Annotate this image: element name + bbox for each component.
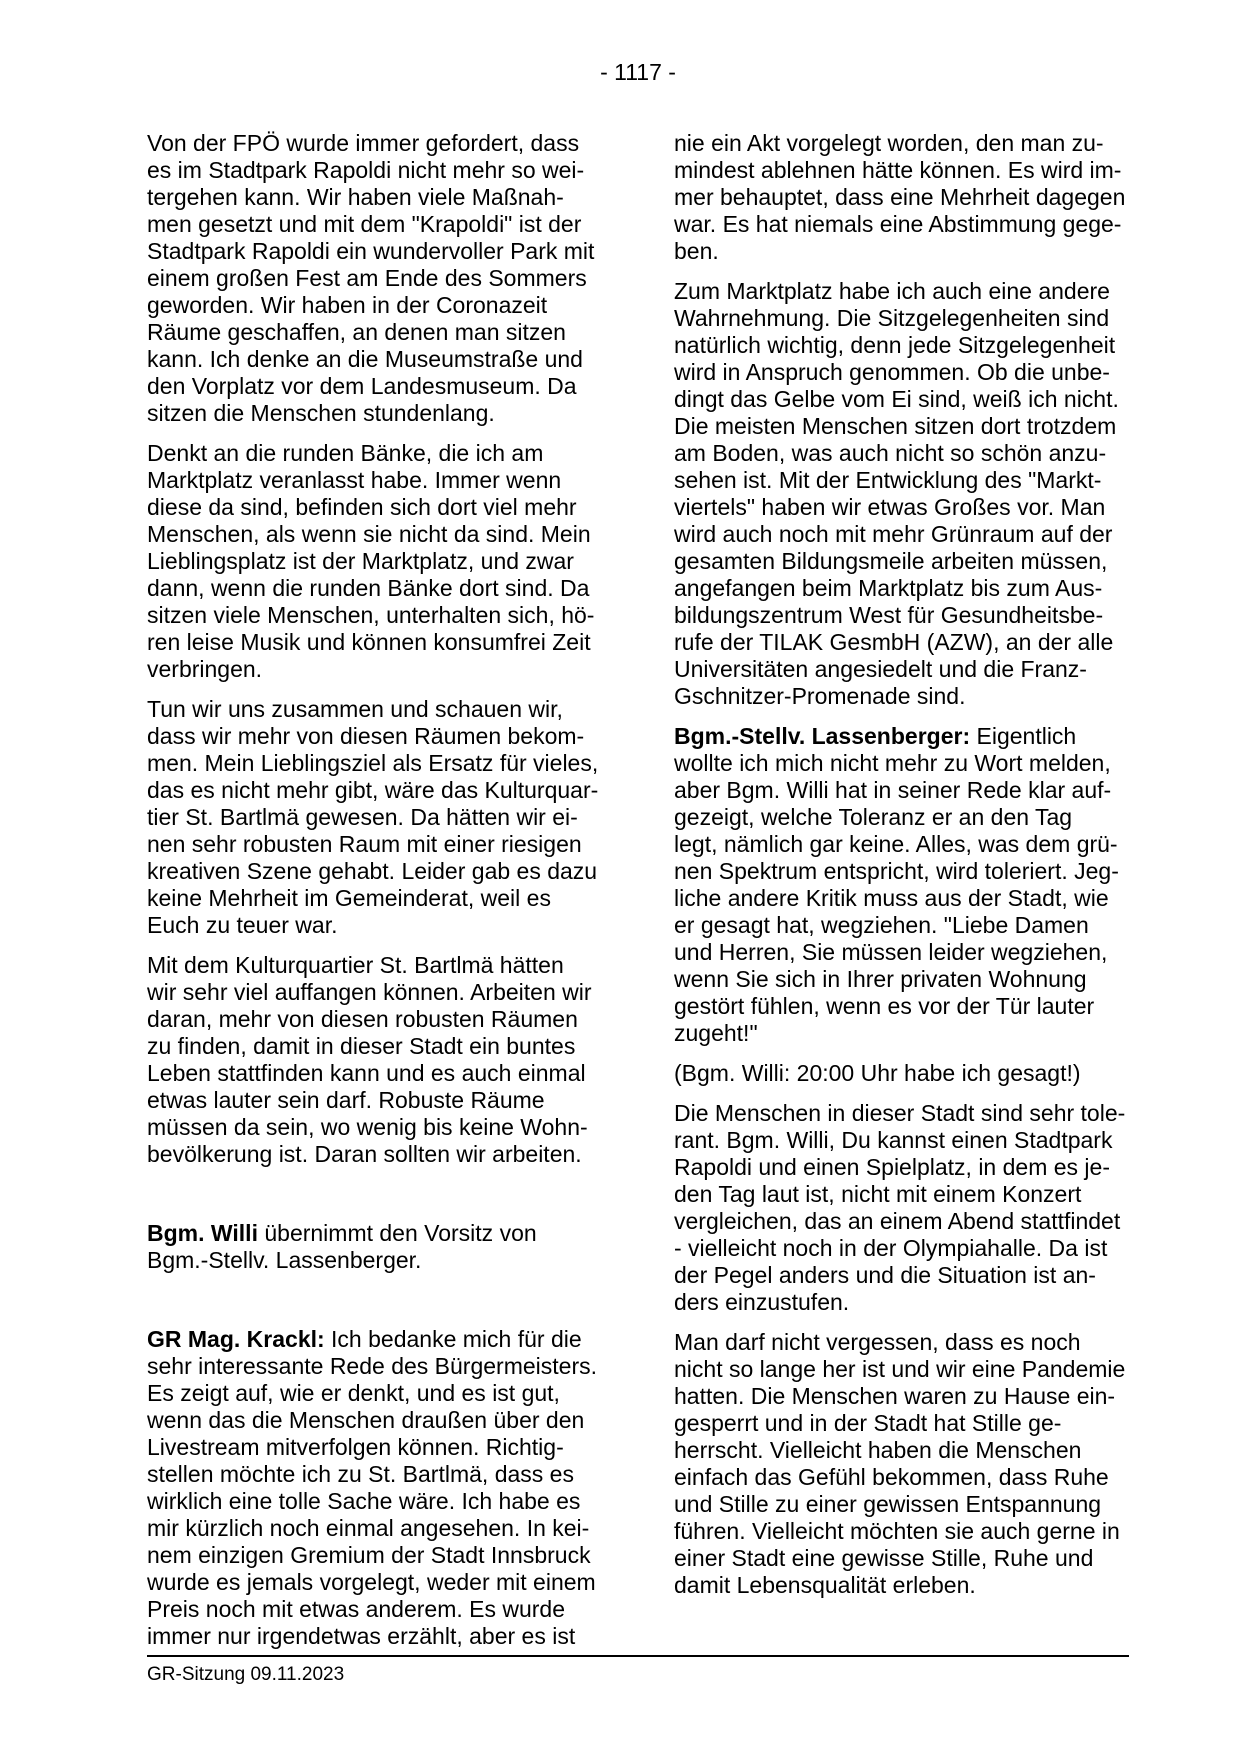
paragraph [674,1100,1132,1316]
text-line: vergleichen, das an einem Abend stattfindet [674,1208,1121,1234]
text-line: wurde es jemals vorgelegt, weder mit einem [147,1569,596,1595]
text-line: gesamten Bildungsmeile arbeiten müssen, [674,548,1108,574]
text-line: es im Stadtpark Rapoldi nicht mehr so wei- [147,157,585,183]
text-line: Rapoldi und einen Spielplatz, in dem es je- [674,1154,1110,1180]
text-line: wirklich eine tolle Sache wäre. Ich habe es [147,1488,581,1514]
speaker-name: Bgm.-Stellv. Lassenberger: [674,723,971,749]
text-line: wenn das die Menschen draußen über den [147,1407,585,1433]
text-line: ders einzustufen. [674,1289,850,1315]
text-line: gestört fühlen, wenn es vor der Tür lauter [674,993,1095,1019]
text-line: stellen möchte ich zu St. Bartlmä, dass es [147,1461,574,1487]
text-line: nen Spektrum entspricht, wird toleriert. Jeg- [674,858,1119,884]
text-line: legt, nämlich gar keine. Alles, was dem grü- [674,831,1118,857]
text-line: mer behauptet, dass eine Mehrheit dagegen [674,184,1126,210]
text-line: wenn Sie sich in Ihrer privaten Wohnung [674,966,1087,992]
text-line: damit Lebensqualität erleben. [674,1572,976,1598]
text-line: GR Mag. Krackl: Ich bedanke mich für die [147,1326,582,1352]
text-line: - vielleicht noch in der Olympiahalle. Da ist [674,1235,1108,1261]
text-line: zugeht!" [674,1020,758,1046]
speech-paragraph [147,1220,599,1274]
speaker-name: GR Mag. Krackl: [147,1326,325,1352]
text-line: aber Bgm. Willi hat in seiner Rede klar auf- [674,777,1112,803]
text-line: Stadtpark Rapoldi ein wundervoller Park mit [147,238,595,264]
text-line: immer nur irgendetwas erzählt, aber es ist [147,1623,576,1649]
text-line: kreativen Szene gehabt. Leider gab es dazu [147,858,598,884]
text-line: tergehen kann. Wir haben viele Maßnah- [147,184,564,210]
paragraph [674,278,1132,710]
text-line: dass wir mehr von diesen Räumen bekom- [147,723,585,749]
text-line: Tun wir uns zusammen und schauen wir, [147,696,563,722]
text-line: rufe der TILAK GesmbH (AZW), an der alle [674,629,1114,655]
page-number: - 1117 - [600,59,676,85]
text-line: nem einzigen Gremium der Stadt Innsbruck [147,1542,591,1568]
text-column-right [674,130,1132,1599]
text-line: wird in Anspruch genommen. Ob die unbe- [674,359,1110,385]
text-line: sitzen viele Menschen, unterhalten sich, hö- [147,602,595,628]
paragraph [674,1060,1132,1087]
text-line: und Herren, Sie müssen leider wegziehen, [674,939,1108,965]
text-line: kann. Ich denke an die Museumstraße und [147,346,583,372]
text-line: Von der FPÖ wurde immer gefordert, dass [147,130,580,156]
text-line: Universitäten angesiedelt und die Franz- [674,656,1087,682]
text-line: Menschen, als wenn sie nicht da sind. Mein [147,521,591,547]
text-line: (Bgm. Willi: 20:00 Uhr habe ich gesagt!) [674,1060,1081,1086]
text-line: verbringen. [147,656,263,682]
text-line: Bgm.-Stellv. Lassenberger. [147,1247,422,1273]
speech-paragraph [147,1326,599,1650]
text-line: wir sehr viel auffangen können. Arbeiten wir [147,979,592,1005]
text-line: bevölkerung ist. Daran sollten wir arbeiten. [147,1141,582,1167]
speaker-name: Bgm. Willi [147,1220,258,1246]
text-line: sitzen die Menschen stundenlang. [147,400,495,426]
text-line: Livestream mitverfolgen können. Richtig- [147,1434,564,1460]
text-line: den Tag laut ist, nicht mit einem Konzert [674,1181,1082,1207]
speech-paragraph [674,723,1132,1047]
footer-divider [147,1655,1129,1657]
paragraph [674,130,1132,265]
text-line: Die Menschen in dieser Stadt sind sehr tole- [674,1100,1126,1126]
text-column-left [147,130,599,1650]
text-line: am Boden, was auch nicht so schön anzu- [674,440,1107,466]
text-line: zu finden, damit in dieser Stadt ein buntes [147,1033,576,1059]
text-line: führen. Vielleicht möchten sie auch gerne in [674,1518,1120,1544]
paragraph [147,696,599,939]
text-line: Denkt an die runden Bänke, die ich am [147,440,544,466]
text-line: nicht so lange her ist und wir eine Pandemie [674,1356,1126,1382]
text-line: Bgm. Willi übernimmt den Vorsitz von [147,1220,537,1246]
text-line: einem großen Fest am Ende des Sommers [147,265,587,291]
text-line: Marktplatz veranlasst habe. Immer wenn [147,467,562,493]
text-line: dingt das Gelbe vom Ei sind, weiß ich nicht. [674,386,1119,412]
text-line: Wahrnehmung. Die Sitzgelegenheiten sind [674,305,1110,331]
text-line: ren leise Musik und können konsumfrei Zeit [147,629,591,655]
text-line: daran, mehr von diesen robusten Räumen [147,1006,578,1032]
text-line: Preis noch mit etwas anderem. Es wurde [147,1596,566,1622]
text-line: Mit dem Kulturquartier St. Bartlmä hätten [147,952,564,978]
text-line: sehr interessante Rede des Bürgermeisters. [147,1353,597,1379]
text-line: Bgm.-Stellv. Lassenberger: Eigentlich [674,723,1077,749]
text-line: einfach das Gefühl bekommen, dass Ruhe [674,1464,1109,1490]
text-line: und Stille zu einer gewissen Entspannung [674,1491,1102,1517]
text-line: ben. [674,238,719,264]
text-line: mir kürzlich noch einmal angesehen. In kei- [147,1515,590,1541]
text-line: er gesagt hat, wegziehen. "Liebe Damen [674,912,1089,938]
text-line: tier St. Bartlmä gewesen. Da hätten wir ei- [147,804,578,830]
text-line: Leben stattfinden kann und es auch einmal [147,1060,586,1086]
text-line: gezeigt, welche Toleranz er an den Tag [674,804,1073,830]
text-line: gesperrt und in der Stadt hat Stille ge- [674,1410,1062,1436]
text-line: Man darf nicht vergessen, dass es noch [674,1329,1081,1355]
text-line: mindest ablehnen hätte können. Es wird im- [674,157,1122,183]
text-line: Räume geschaffen, an denen man sitzen [147,319,566,345]
text-line: diese da sind, befinden sich dort viel mehr [147,494,577,520]
text-line: dann, wenn die runden Bänke dort sind. Da [147,575,590,601]
text-line: bildungszentrum West für Gesundheitsbe- [674,602,1104,628]
text-line: das es nicht mehr gibt, wäre das Kulturquar- [147,777,599,803]
text-line: einer Stadt eine gewisse Stille, Ruhe und [674,1545,1094,1571]
text-line: nen sehr robusten Raum mit einer riesigen [147,831,582,857]
text-line: men. Mein Lieblingsziel als Ersatz für vieles, [147,750,599,776]
text-line: rant. Bgm. Willi, Du kannst einen Stadtpark [674,1127,1113,1153]
text-line: wird auch noch mit mehr Grünraum auf der [674,521,1113,547]
footer-session-label: GR-Sitzung 09.11.2023 [147,1664,345,1685]
text-line: liche andere Kritik muss aus der Stadt, wie [674,885,1109,911]
text-line: nie ein Akt vorgelegt worden, den man zu- [674,130,1104,156]
text-line: Zum Marktplatz habe ich auch eine andere [674,278,1110,304]
text-line: herrscht. Vielleicht haben die Menschen [674,1437,1082,1463]
text-line: viertels" haben wir etwas Großes vor. Man [674,494,1106,520]
text-line: der Pegel anders und die Situation ist an- [674,1262,1096,1288]
text-line: Gschnitzer-Promenade sind. [674,683,966,709]
paragraph [147,130,599,427]
paragraph [147,440,599,683]
text-line: hatten. Die Menschen waren zu Hause ein- [674,1383,1116,1409]
text-line: war. Es hat niemals eine Abstimmung gege- [674,211,1122,237]
text-line: müssen da sein, wo wenig bis keine Wohn- [147,1114,588,1140]
text-line: etwas lauter sein darf. Robuste Räume [147,1087,545,1113]
text-line: Die meisten Menschen sitzen dort trotzdem [674,413,1117,439]
text-line: sehen ist. Mit der Entwicklung des "Markt- [674,467,1102,493]
paragraph [147,952,599,1168]
text-line: Es zeigt auf, wie er denkt, und es ist gut, [147,1380,560,1406]
text-line: den Vorplatz vor dem Landesmuseum. Da [147,373,577,399]
text-line: angefangen beim Marktplatz bis zum Aus- [674,575,1103,601]
text-line: wollte ich mich nicht mehr zu Wort melden, [674,750,1111,776]
text-line: Euch zu teuer war. [147,912,338,938]
text-line: Lieblingsplatz ist der Marktplatz, und zwar [147,548,574,574]
paragraph [674,1329,1132,1599]
text-line: keine Mehrheit im Gemeinderat, weil es [147,885,551,911]
text-line: natürlich wichtig, denn jede Sitzgelegenheit [674,332,1116,358]
text-line: men gesetzt und mit dem "Krapoldi" ist der [147,211,582,237]
text-line: geworden. Wir haben in der Coronazeit [147,292,548,318]
